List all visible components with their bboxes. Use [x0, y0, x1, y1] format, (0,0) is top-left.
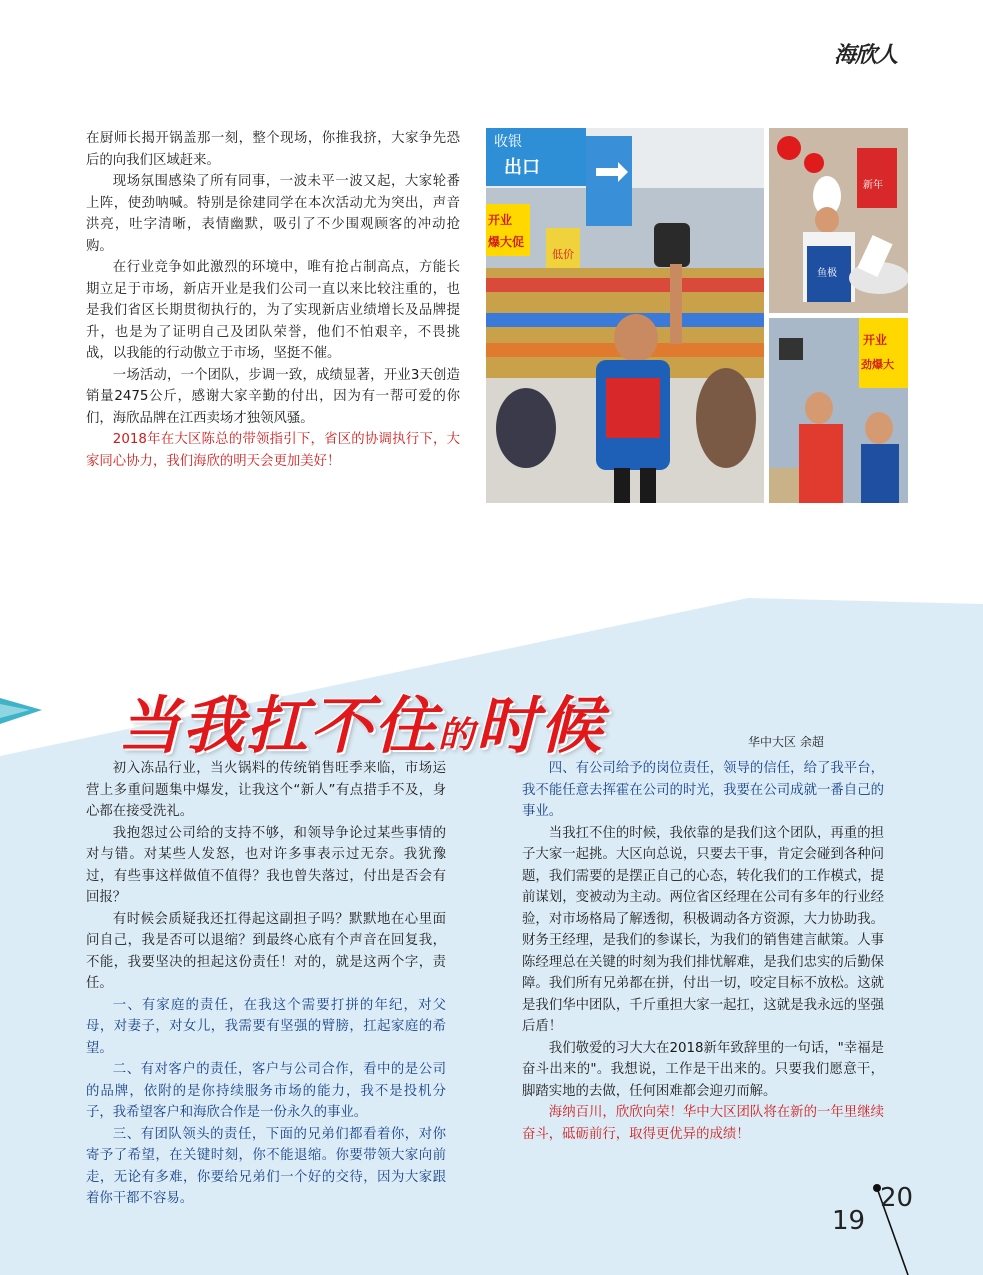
- paragraph: 二、有对客户的责任，客户与公司合作，看中的是公司的品牌，依附的是你持续服务市场的能力，我不是投机分子，我希望客户和海欣合作是一份永久的事业。: [86, 1062, 446, 1120]
- headline-part: 当我扛不住: [118, 689, 439, 762]
- headline-part: 时候: [476, 689, 605, 762]
- decorative-arrow-icon: [0, 690, 44, 730]
- page-number-right: 20: [880, 1183, 914, 1213]
- article-right-column: [522, 758, 884, 1145]
- sign-text: 开业: [863, 333, 888, 347]
- top-article: [86, 128, 460, 472]
- closing-paragraph: 2018年在大区陈总的带领指引下，省区的协调执行下，大家同心协力，我们海欣的明天会更加美好！: [86, 432, 460, 469]
- article-left-column: [86, 758, 446, 1210]
- paragraph: 现场氛围感染了所有同事，一波未平一波又起，大家轮番上阵，使劲呐喊。特别是徐建同学在本次活动尤为突出，声音洪亮，吐字清晰，表情幽默，吸引了不少围观顾客的冲动抢购。: [86, 174, 460, 254]
- paragraph: 我抱怨过公司给的支持不够，和领导争论过某些事情的对与错。对某些人发怒，也对许多事表示过无奈。我犹豫过，有些事这样做值不值得？我也曾失落过，付出是否会有回报？: [86, 825, 446, 905]
- page-number-left: 19: [832, 1206, 866, 1236]
- sign-text: 爆大促: [488, 235, 525, 249]
- supermarket-promo-photo: [486, 128, 764, 503]
- paragraph: 我们敬爱的习大大在2018新年致辞里的一句话，"幸福是奋斗出来的"。我想说，工作是干出来的。只要我们愿意干，脚踏实地的去做，任何困难都会迎刃而解。: [522, 1040, 884, 1099]
- paragraph: 一场活动，一个团队，步调一致，成绩显著，开业3天创造销量2475公斤，感谢大家辛勤的付出，因为有一帮可爱的你们，海欣品牌在江西卖场才独领风骚。: [86, 367, 460, 426]
- sign-text: 收银: [494, 134, 522, 150]
- sign-text: 新年: [863, 180, 883, 191]
- paragraph: 在厨师长揭开锅盖那一刻，整个现场，你推我挤，大家争先恐后的向我们区域赶来。: [86, 131, 460, 168]
- brand-logo: 海欣人: [834, 42, 898, 68]
- promotion-crowd-photo: [769, 318, 908, 503]
- paragraph: 三、有团队领头的责任，下面的兄弟们都看着你，对你寄予了希望，在关键时刻，你不能退缩。你要带领大家向前走，无论有多难，你要给兄弟们一个好的交待，因为大家跟着你干都不容易。: [86, 1126, 446, 1206]
- paragraph: 一、有家庭的责任，在我这个需要打拼的年纪，对父母，对妻子，对女儿，我需要有坚强的臂膀，扛起家庭的希望。: [86, 997, 446, 1056]
- paragraph: 当我扛不住的时候，我依靠的是我们这个团队，再重的担子大家一起挑。大区向总说，只要去干事，肯定会碰到各种问题，我们需要的是摆正自己的心态，转化我们的工作模式，提前谋划，变被动为主动。两位省区经理在公司有多年的行业经验，对市场格局了解透彻，积极调动各方资源，大力协助我。财务王经理，是我们的参谋长，为我们的销售建言献策。人事陈经理总在关键的时刻为我们排忧解难，是我们忠实的后勤保障。我们所有兄弟都在拼，付出一切，咬定目标不放松。这就是我们华中团队，千斤重担大家一起扛，这就是我永远的坚强后盾！: [522, 825, 884, 1034]
- closing-paragraph: 海纳百川，欣欣向荣！华中大区团队将在新的一年里继续奋斗，砥砺前行，取得更优异的成绩！: [522, 1105, 884, 1142]
- sign-text: 鱼极: [817, 268, 837, 279]
- paragraph: 初入冻品行业，当火锅料的传统销售旺季来临，市场运营上多重问题集中爆发，让我这个“新人”有点措手不及，身心都在接受洗礼。: [86, 761, 446, 819]
- sign-text: 出口: [504, 157, 540, 178]
- sign-text: 低价: [552, 248, 574, 261]
- paragraph: 四、有公司给予的岗位责任，领导的信任，给了我平台，我不能任意去挥霍在公司的时光，我要在公司成就一番自己的事业。: [522, 761, 884, 819]
- sign-text: 开业: [488, 213, 513, 227]
- paragraph: 有时候会质疑我还扛得起这副担子吗？默默地在心里面问自己，我是否可以退缩？到最终心底有个声音在回复我，不能，我要坚决的担起这份责任！对的，就是这两个字，责任。: [86, 911, 446, 991]
- article-headline: [118, 676, 604, 765]
- sign-text: 劲爆大: [861, 358, 894, 371]
- byline: 华中大区 余超: [748, 735, 824, 749]
- headline-part: 的: [438, 714, 477, 756]
- chef-demo-photo: [769, 128, 908, 313]
- paragraph: 在行业竞争如此激烈的环境中，唯有抢占制高点，方能长期立足于市场，新店开业是我们公司一直以来比较注重的，也是我们省区长期贯彻执行的，为了实现新店业绩增长及品牌提升，也是为了证明自己及团队荣誉，他们不怕艰辛，不畏挑战，以我能的行动傲立于市场，坚挺不催。: [86, 260, 460, 361]
